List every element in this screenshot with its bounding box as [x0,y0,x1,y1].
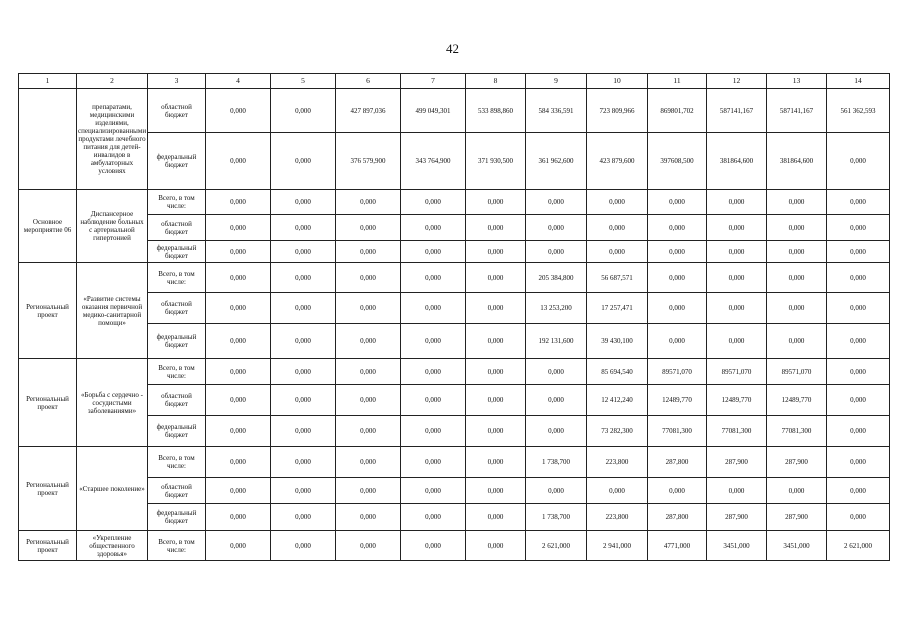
column-header: 11 [648,74,707,89]
value-cell: 13 253,200 [526,293,587,324]
column-header: 4 [206,74,271,89]
value-cell: 0,000 [526,241,587,263]
value-cell: 0,000 [206,504,271,531]
funding-source-cell: областной бюджет [148,89,206,133]
value-cell: 0,000 [466,324,526,359]
value-cell: 56 687,571 [587,263,648,293]
funding-source-cell: Всего, в том числе: [148,359,206,385]
column-header: 14 [827,74,890,89]
value-cell: 287,900 [707,447,767,478]
value-cell: 3451,000 [707,531,767,561]
program-cell: «Борьба с сердечно - сосудистыми заболеваниями» [77,359,148,447]
value-cell: 77081,300 [648,416,707,447]
column-header: 12 [707,74,767,89]
value-cell: 0,000 [767,263,827,293]
value-cell: 1 738,700 [526,447,587,478]
value-cell: 0,000 [827,190,890,215]
value-cell: 287,800 [648,447,707,478]
value-cell: 0,000 [206,324,271,359]
value-cell: 12489,770 [767,385,827,416]
value-cell: 0,000 [271,385,336,416]
column-header: 8 [466,74,526,89]
funding-source-cell: Всего, в том числе: [148,447,206,478]
value-cell: 17 257,471 [587,293,648,324]
value-cell: 0,000 [466,478,526,504]
table-row [19,478,890,504]
table-row [19,133,890,190]
value-cell: 0,000 [206,190,271,215]
value-cell: 0,000 [336,190,401,215]
table-row [19,447,890,478]
column-header: 3 [148,74,206,89]
value-cell: 0,000 [466,293,526,324]
value-cell: 499 049,301 [401,89,466,133]
value-cell: 0,000 [206,89,271,133]
value-cell: 0,000 [648,324,707,359]
row-name-cell: Региональный проект [19,263,77,359]
value-cell: 0,000 [336,215,401,241]
column-header: 10 [587,74,648,89]
value-cell: 0,000 [401,293,466,324]
value-cell: 0,000 [827,324,890,359]
value-cell: 427 897,036 [336,89,401,133]
value-cell: 0,000 [707,215,767,241]
table-row [19,215,890,241]
funding-source-cell: областной бюджет [148,215,206,241]
value-cell: 223,800 [587,504,648,531]
value-cell: 0,000 [336,293,401,324]
value-cell: 12489,770 [648,385,707,416]
funding-source-cell: Всего, в том числе: [148,263,206,293]
value-cell: 0,000 [336,478,401,504]
value-cell: 0,000 [401,504,466,531]
value-cell: 85 694,540 [587,359,648,385]
value-cell: 0,000 [526,190,587,215]
value-cell: 0,000 [707,293,767,324]
column-header: 1 [19,74,77,89]
value-cell: 0,000 [271,478,336,504]
value-cell: 0,000 [401,324,466,359]
value-cell: 0,000 [466,263,526,293]
header-row [19,74,890,89]
value-cell: 0,000 [466,359,526,385]
table-row [19,359,890,385]
value-cell: 192 131,600 [526,324,587,359]
value-cell: 0,000 [206,416,271,447]
value-cell: 73 282,300 [587,416,648,447]
value-cell: 0,000 [271,504,336,531]
table-row [19,416,890,447]
value-cell: 0,000 [206,263,271,293]
value-cell: 423 879,600 [587,133,648,190]
value-cell: 0,000 [336,531,401,561]
value-cell: 0,000 [206,215,271,241]
value-cell: 0,000 [827,478,890,504]
funding-source-cell: Всего, в том числе: [148,190,206,215]
row-name-cell: Региональный проект [19,447,77,531]
value-cell: 0,000 [767,215,827,241]
column-header: 7 [401,74,466,89]
value-cell: 0,000 [707,324,767,359]
value-cell: 0,000 [271,324,336,359]
value-cell: 0,000 [707,190,767,215]
value-cell: 397608,500 [648,133,707,190]
value-cell: 0,000 [587,241,648,263]
value-cell: 0,000 [526,478,587,504]
value-cell: 0,000 [271,190,336,215]
value-cell: 89571,070 [707,359,767,385]
value-cell: 0,000 [271,215,336,241]
value-cell: 0,000 [707,241,767,263]
column-header: 5 [271,74,336,89]
value-cell: 0,000 [336,447,401,478]
row-name-cell: Основное мероприятие 06 [19,190,77,263]
program-cell: «Развитие системы оказания первичной медико-санитарной помощи» [77,263,148,359]
value-cell: 0,000 [648,293,707,324]
value-cell: 0,000 [827,385,890,416]
value-cell: 0,000 [271,89,336,133]
value-cell: 0,000 [401,385,466,416]
value-cell: 0,000 [401,241,466,263]
value-cell: 0,000 [648,478,707,504]
row-name-cell [19,89,77,190]
value-cell: 0,000 [206,447,271,478]
value-cell: 0,000 [401,478,466,504]
value-cell: 0,000 [466,447,526,478]
value-cell: 4771,000 [648,531,707,561]
value-cell: 0,000 [271,133,336,190]
value-cell: 0,000 [466,385,526,416]
funding-source-cell: Всего, в том числе: [148,531,206,561]
funding-source-cell: федеральный бюджет [148,241,206,263]
value-cell: 584 336,591 [526,89,587,133]
value-cell: 0,000 [648,263,707,293]
value-cell: 2 621,000 [526,531,587,561]
program-cell: препаратами, медицинскими изделиями, специализированными продуктами лечебного питания для детей-инвалидов в амбулаторных условиях [77,89,148,190]
value-cell: 381864,600 [767,133,827,190]
row-name-cell: Региональный проект [19,531,77,561]
value-cell: 39 430,100 [587,324,648,359]
value-cell: 89571,070 [648,359,707,385]
value-cell: 0,000 [206,359,271,385]
table-row [19,385,890,416]
value-cell: 0,000 [648,190,707,215]
program-cell: «Укрепление общественного здоровья» [77,531,148,561]
value-cell: 0,000 [466,504,526,531]
column-header: 9 [526,74,587,89]
value-cell: 376 579,900 [336,133,401,190]
value-cell: 0,000 [526,385,587,416]
value-cell: 0,000 [827,359,890,385]
value-cell: 0,000 [466,416,526,447]
value-cell: 287,900 [707,504,767,531]
table-row [19,324,890,359]
funding-source-cell: федеральный бюджет [148,416,206,447]
value-cell: 0,000 [827,133,890,190]
value-cell: 533 898,860 [466,89,526,133]
value-cell: 0,000 [827,263,890,293]
value-cell: 0,000 [526,359,587,385]
value-cell: 0,000 [827,416,890,447]
table-row [19,531,890,561]
value-cell: 2 941,000 [587,531,648,561]
value-cell: 2 621,000 [827,531,890,561]
table-row [19,504,890,531]
funding-source-cell: федеральный бюджет [148,504,206,531]
value-cell: 0,000 [466,215,526,241]
value-cell: 0,000 [466,190,526,215]
value-cell: 0,000 [401,215,466,241]
value-cell: 0,000 [648,241,707,263]
value-cell: 0,000 [206,531,271,561]
value-cell: 0,000 [827,215,890,241]
value-cell: 0,000 [271,293,336,324]
value-cell: 0,000 [336,263,401,293]
value-cell: 0,000 [206,385,271,416]
table-row [19,293,890,324]
column-header: 13 [767,74,827,89]
value-cell: 12 412,240 [587,385,648,416]
value-cell: 0,000 [587,478,648,504]
value-cell: 0,000 [271,416,336,447]
funding-source-cell: областной бюджет [148,385,206,416]
value-cell: 0,000 [466,531,526,561]
value-cell: 0,000 [767,241,827,263]
program-cell: Диспансерное наблюдение больных с артериальной гипертонией [77,190,148,263]
value-cell: 0,000 [827,504,890,531]
value-cell: 0,000 [336,385,401,416]
value-cell: 0,000 [271,359,336,385]
value-cell: 0,000 [707,263,767,293]
value-cell: 89571,070 [767,359,827,385]
value-cell: 371 930,500 [466,133,526,190]
table-row [19,263,890,293]
value-cell: 77081,300 [767,416,827,447]
value-cell: 0,000 [526,215,587,241]
value-cell: 0,000 [401,416,466,447]
value-cell: 0,000 [271,447,336,478]
value-cell: 0,000 [767,324,827,359]
value-cell: 287,900 [767,504,827,531]
value-cell: 587141,167 [707,89,767,133]
value-cell: 223,800 [587,447,648,478]
funding-source-cell: областной бюджет [148,478,206,504]
value-cell: 0,000 [271,531,336,561]
value-cell: 0,000 [767,190,827,215]
value-cell: 0,000 [206,478,271,504]
value-cell: 0,000 [271,263,336,293]
value-cell: 0,000 [336,504,401,531]
value-cell: 287,800 [648,504,707,531]
value-cell: 0,000 [271,241,336,263]
row-name-cell: Региональный проект [19,359,77,447]
column-header: 6 [336,74,401,89]
value-cell: 0,000 [587,215,648,241]
value-cell: 0,000 [648,215,707,241]
value-cell: 0,000 [401,531,466,561]
value-cell: 0,000 [827,447,890,478]
value-cell: 0,000 [401,447,466,478]
value-cell: 561 362,593 [827,89,890,133]
value-cell: 0,000 [401,263,466,293]
column-header: 2 [77,74,148,89]
funding-source-cell: областной бюджет [148,293,206,324]
table-row [19,241,890,263]
value-cell: 0,000 [206,241,271,263]
value-cell: 381864,600 [707,133,767,190]
value-cell: 0,000 [206,133,271,190]
value-cell: 0,000 [587,190,648,215]
value-cell: 0,000 [767,478,827,504]
value-cell: 0,000 [336,241,401,263]
value-cell: 0,000 [827,241,890,263]
value-cell: 0,000 [466,241,526,263]
value-cell: 0,000 [336,416,401,447]
value-cell: 0,000 [827,293,890,324]
page-number: 42 [446,41,459,56]
value-cell: 0,000 [401,190,466,215]
value-cell: 0,000 [336,359,401,385]
value-cell: 3451,000 [767,531,827,561]
program-cell: «Старшее поколение» [77,447,148,531]
value-cell: 0,000 [707,478,767,504]
table-row [19,89,890,133]
value-cell: 0,000 [767,293,827,324]
value-cell: 77081,300 [707,416,767,447]
table-row [19,190,890,215]
value-cell: 1 738,700 [526,504,587,531]
value-cell: 587141,167 [767,89,827,133]
value-cell: 0,000 [526,416,587,447]
value-cell: 343 764,900 [401,133,466,190]
value-cell: 361 962,600 [526,133,587,190]
value-cell: 723 809,966 [587,89,648,133]
value-cell: 287,900 [767,447,827,478]
value-cell: 0,000 [336,324,401,359]
value-cell: 0,000 [401,359,466,385]
value-cell: 12489,770 [707,385,767,416]
funding-source-cell: федеральный бюджет [148,324,206,359]
funding-source-cell: федеральный бюджет [148,133,206,190]
budget-table [18,73,890,561]
value-cell: 869801,702 [648,89,707,133]
value-cell: 0,000 [206,293,271,324]
value-cell: 205 384,800 [526,263,587,293]
